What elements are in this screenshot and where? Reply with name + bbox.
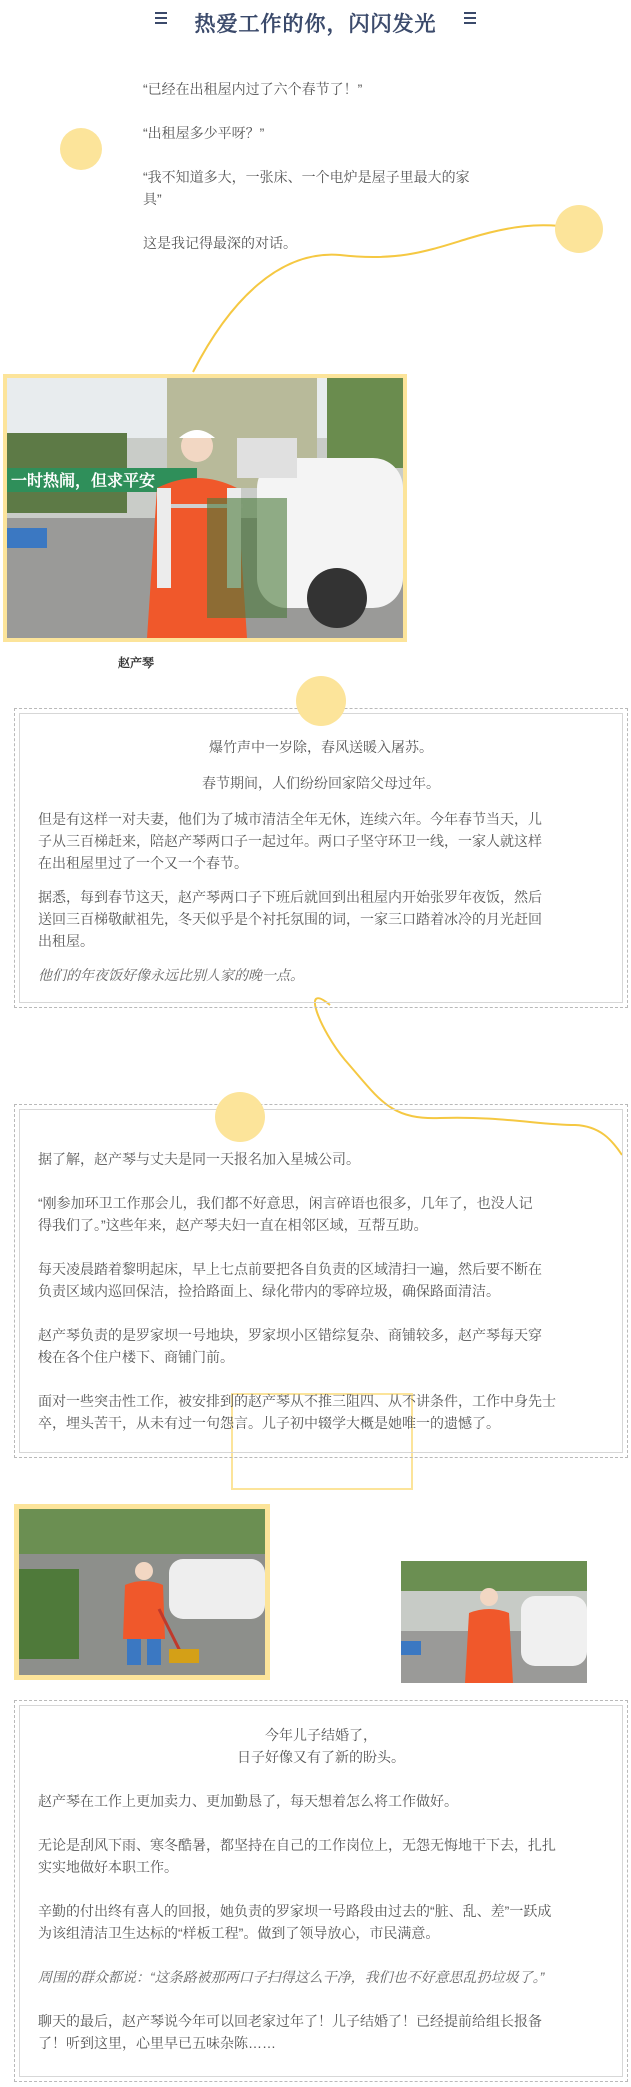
- box2-p1: 据了解，赵产琴与丈夫是同一天报名加入星城公司。: [38, 1151, 360, 1167]
- box3-p4: [38, 1900, 608, 1944]
- box1-p3-line-2: 子从三百梯赶来，陪赵产琴两口子一起过年。两口子坚守环卫一线，一家人就这样: [38, 833, 542, 849]
- intro-quote-3-line-2: 具”: [143, 191, 162, 207]
- intro-quote-1: “已经在出租屋内过了六个春节了！”: [143, 81, 363, 97]
- box1-p1: 爆竹声中一岁除，春风送暖入屠苏。: [209, 739, 433, 755]
- box1-p5: 他们的年夜饭好像永远比别人家的晚一点。: [38, 967, 304, 983]
- photo-caption: 赵产琴: [118, 656, 155, 670]
- intro-dialogue: [143, 78, 543, 254]
- box1-p2: 春节期间，人们纷纷回家陪父母过年。: [202, 775, 440, 791]
- photo-worker-portrait: [401, 1561, 587, 1683]
- photo-worker-sweeping: [19, 1509, 265, 1675]
- box1-p4-line-1: 据悉，每到春节这天，赵产琴两口子下班后就回到出租屋内开始张罗年夜饭，然后: [38, 889, 542, 905]
- box3-p3-line-1: 无论是刮风下雨、寒冬酷暑，都坚持在自己的工作岗位上，无怨无悔地干下去，扎扎: [38, 1837, 556, 1853]
- box3-p1-line-2: 日子好像又有了新的盼头。: [237, 1749, 405, 1765]
- box1-p3-line-3: 在出租屋里过了一个又一个春节。: [38, 855, 248, 871]
- box2-p5-line-2: 卒，埋头苦干，从未有过一句怨言。儿子初中辍学大概是她唯一的遗憾了。: [38, 1415, 500, 1431]
- box3-p1: [14, 1724, 628, 1768]
- photo-worker-street: [7, 378, 403, 638]
- page-title: 热爱工作的你，闪闪发光: [194, 13, 437, 36]
- box3-p1-line-1: 今年儿子结婚了，: [265, 1727, 377, 1743]
- street-sign-text: 一时热闹，但求平安: [11, 473, 156, 490]
- box1-p3-line-1: 但是有这样一对夫妻，他们为了城市清洁全年无休，连续六年。今年春节当天，儿: [38, 811, 542, 827]
- box3-p6-line-2: 了！听到这里，心里早已五味杂陈……: [38, 2035, 276, 2051]
- box3-p6: [38, 2010, 608, 2054]
- box2-p5: [38, 1390, 608, 1434]
- decorative-dot: [215, 1092, 265, 1142]
- box1-p4: [38, 886, 608, 952]
- box2-p2-line-1: “刚参加环卫工作那会儿，我们都不好意思，闲言碎语也很多，几年了，也没人记: [38, 1195, 533, 1211]
- box2-p4-line-1: 赵产琴负责的是罗家坝一号地块，罗家坝小区错综复杂、商铺较多，赵产琴每天穿: [38, 1327, 542, 1343]
- box2-p4: [38, 1324, 608, 1368]
- box3-p6-line-1: 聊天的最后，赵产琴说今年可以回老家过年了！儿子结婚了！已经提前给组长报备: [38, 2013, 542, 2029]
- box2-p2-line-2: 得我们了。”这些年来，赵产琴夫妇一直在相邻区域，互帮互助。: [38, 1217, 428, 1233]
- box2-p3-line-1: 每天凌晨踏着黎明起床，早上七点前要把各自负责的区域清扫一遍，然后要不断在: [38, 1261, 542, 1277]
- box3-p4-line-2: 为该组清洁卫生达标的“样板工程”。做到了领导放心，市民满意。: [38, 1925, 440, 1941]
- box1-p4-line-3: 出租屋。: [38, 933, 94, 949]
- box1-p4-line-2: 送回三百梯敬献祖先，冬天似乎是个衬托氛围的词，一家三口踏着冰冷的月光赶回: [38, 911, 542, 927]
- box2-p5-line-1: 面对一些突击性工作，被安排到的赵产琴从不推三阻四、从不讲条件，工作中身先士: [38, 1393, 556, 1409]
- box3-p5: 周围的群众都说：“这条路被那两口子扫得这么干净，我们也不好意思乱扔垃圾了。”: [38, 1969, 545, 1985]
- box2-p4-line-2: 梭在各个住户楼下、商铺门前。: [38, 1349, 234, 1365]
- box2-p2: [38, 1192, 608, 1236]
- decorative-dot: [296, 676, 346, 726]
- decorative-dot: [60, 128, 102, 170]
- box3-p3: [38, 1834, 608, 1878]
- intro-quote-2: “出租屋多少平呀？”: [143, 125, 265, 141]
- box2-p3-line-2: 负责区域内巡回保洁，捡拾路面上、绿化带内的零碎垃圾，确保路面清洁。: [38, 1283, 500, 1299]
- box3-p2: 赵产琴在工作上更加卖力、更加勤恳了，每天想着怎么将工作做好。: [38, 1793, 458, 1809]
- intro-closing: 这是我记得最深的对话。: [143, 235, 297, 251]
- box2-p3: [38, 1258, 608, 1302]
- box3-p4-line-1: 辛勤的付出终有喜人的回报，她负责的罗家坝一号路段由过去的“脏、乱、差”一跃成: [38, 1903, 552, 1919]
- box3-p3-line-2: 实实地做好本职工作。: [38, 1859, 178, 1875]
- intro-quote-3-line-1: “我不知道多大，一张床、一个电炉是屋子里最大的家: [143, 169, 470, 185]
- decorative-dot: [555, 205, 603, 253]
- box1-p3: [38, 808, 608, 874]
